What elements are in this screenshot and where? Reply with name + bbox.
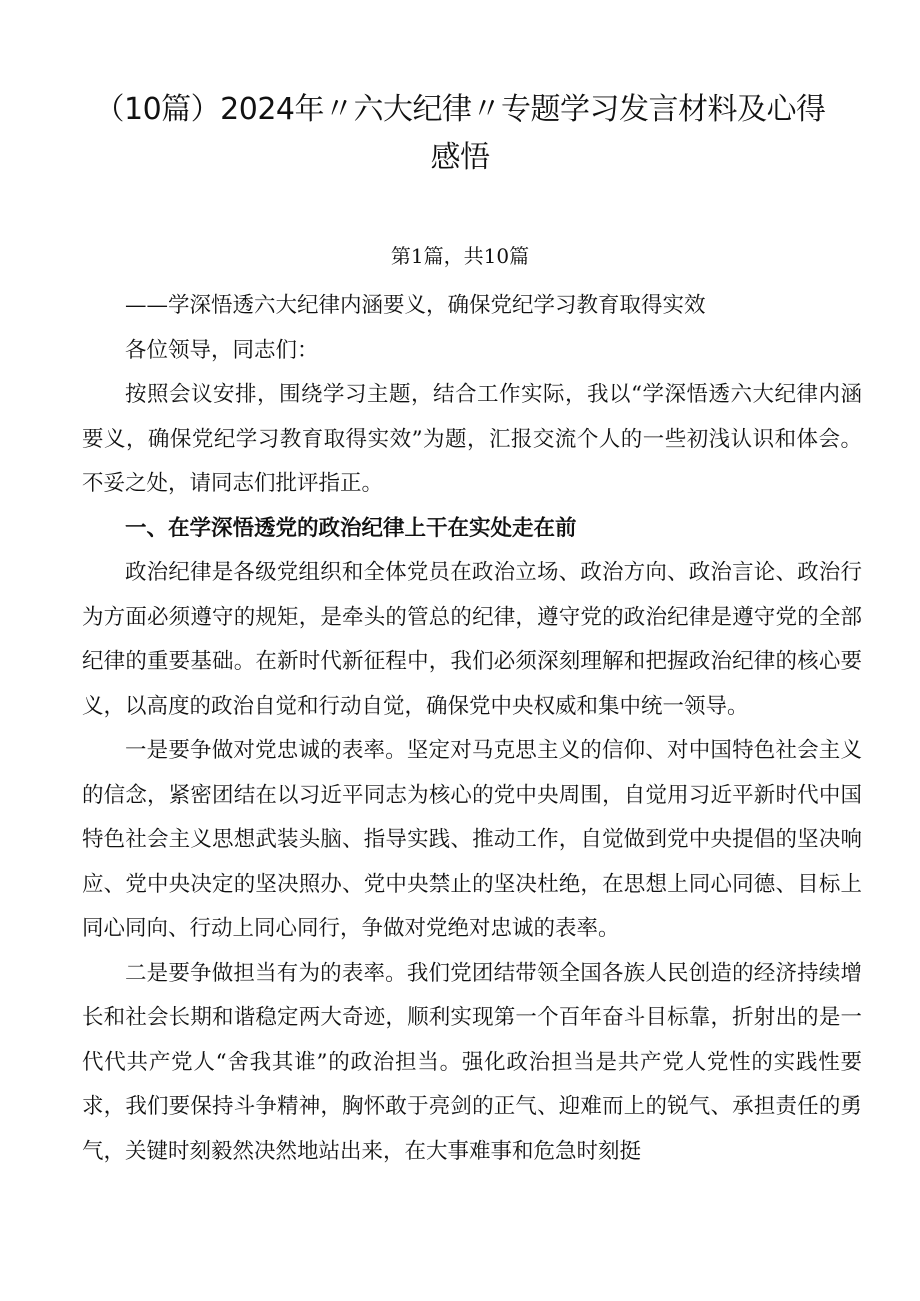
- paragraph: 一是要争做对党忠诚的表率。坚定对马克思主义的信仰、对中国特色社会主义的信念，紧密团结在以习近平同志为核心的党中央周围，自觉用习近平新时代中国特色社会主义思想武装头脑、指导实践、推动工作，自觉做到党中央提倡的坚决响应、党中央决定的坚决照办、党中央禁止的坚决杜绝，在思想上同心同德、目标上同心同向、行动上同心同行，争做对党绝对忠诚的表率。: [82, 738, 862, 941]
- paragraph: 政治纪律是各级党组织和全体党员在政治立场、政治方向、政治言论、政治行为方面必须遵守的规矩，是牵头的管总的纪律，遵守党的政治纪律是遵守党的全部纪律的重要基础。在新时代新征程中，我们必须深刻理解和把握政治纪律的核心要义，以高度的政治自觉和行动自觉，确保党中央权威和集中统一领导。: [82, 560, 862, 719]
- intro-paragraph: 按照会议安排，围绕学习主题，结合工作实际，我以“学深悟透六大纪律内涵要义，确保党纪学习教育取得实效”为题，汇报交流个人的一些初浅认识和体会。不妥之处，请同志们批评指正。: [82, 382, 862, 496]
- document-body: [82, 284, 862, 1174]
- theme-line: ——学深悟透六大纪律内涵要义，确保党纪学习教育取得实效: [125, 293, 706, 318]
- section-heading: 一、在学深悟透党的政治纪律上干在实处走在前: [125, 515, 577, 541]
- part-label: 第1篇，共10篇: [390, 244, 530, 268]
- document-title: （10篇）2024年〃六大纪律〃专题学习发言材料及心得感悟: [94, 92, 826, 175]
- paragraph: 二是要争做担当有为的表率。我们党团结带领全国各族人民创造的经济持续增长和社会长期和谐稳定两大奇迹，顺利实现第一个百年奋斗目标靠，折射出的是一代代共产党人“舍我其谁”的政治担当。强化政治担当是共产党人党性的实践性要求，我们要保持斗争精神，胸怀敢于亮剑的正气、迎难而上的锐气、承担责任的勇气，关键时刻毅然决然地站出来，在大事难事和危急时刻挺: [82, 960, 862, 1164]
- salutation: 各位领导，同志们：: [125, 337, 319, 363]
